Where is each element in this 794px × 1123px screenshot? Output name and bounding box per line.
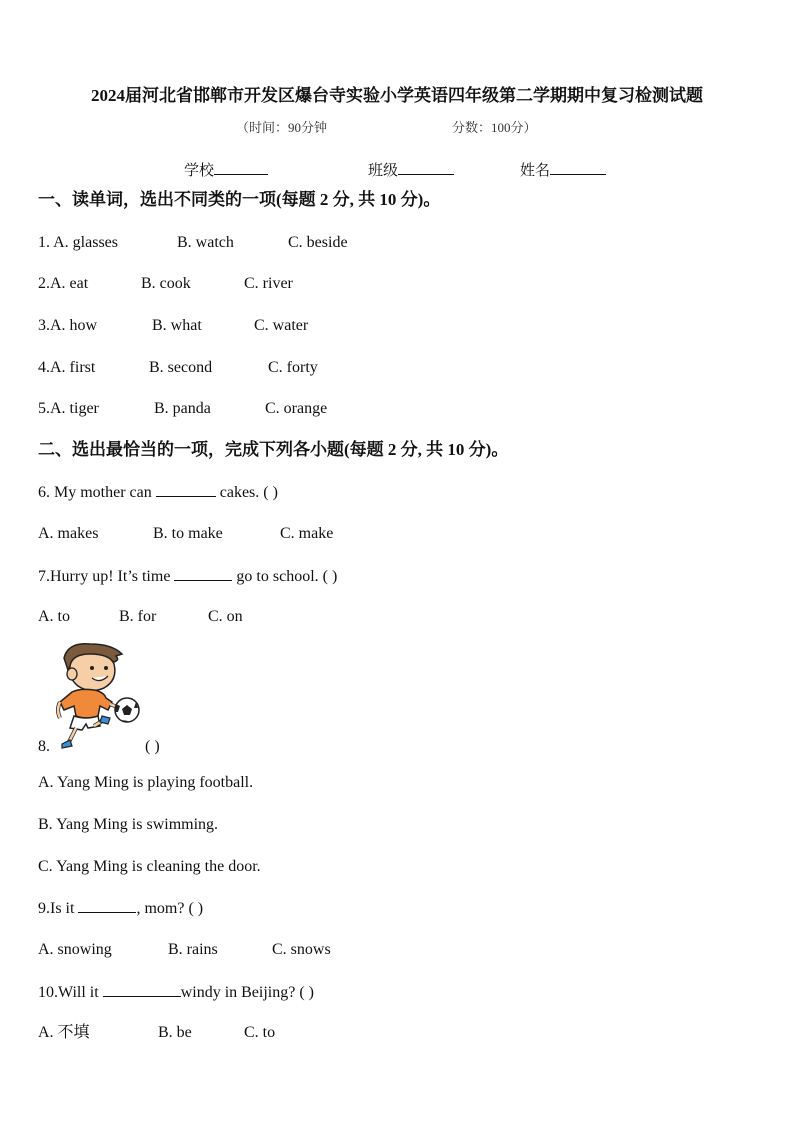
q7-text-end: go to school. ( ) xyxy=(232,568,338,585)
shirt-shape xyxy=(60,689,112,718)
q8-number: 8. xyxy=(38,738,50,755)
q10-option-b: B. be xyxy=(158,1024,192,1041)
q3-option-a: 3.A. how xyxy=(38,317,98,334)
section-1-heading: 一、读单词，选出不同类的一项(每题 2 分, 共 10 分)。 xyxy=(38,190,441,209)
q9-option-a: A. snowing xyxy=(38,941,112,958)
shoe-shape xyxy=(62,740,72,748)
q5-option-c: C. orange xyxy=(265,400,328,417)
q10-text-end: windy in Beijing? ( ) xyxy=(180,984,314,1001)
q2-option-c: C. river xyxy=(244,275,293,292)
q4-option-b: B. second xyxy=(149,359,213,376)
q1-option-b: B. watch xyxy=(177,234,234,251)
q4-option-c: C. forty xyxy=(268,359,318,376)
q9-option-b: B. rains xyxy=(168,941,218,958)
ear-shape xyxy=(67,668,77,680)
school-label: 学校 xyxy=(184,163,215,179)
class-blank[interactable] xyxy=(398,160,454,175)
q1-option-c: C. beside xyxy=(288,234,348,251)
q10-option-c: C. to xyxy=(244,1024,276,1041)
name-label: 姓名 xyxy=(520,163,551,179)
q4-option-a: 4.A. first xyxy=(38,359,96,376)
boy-playing-football-illustration xyxy=(50,640,146,752)
exam-time: （时间：90分钟 xyxy=(236,120,328,135)
q7-text-start: 7.Hurry up! It’s time xyxy=(38,568,175,585)
class-field[interactable] xyxy=(368,160,454,181)
q7-option-b: B. for xyxy=(119,608,157,625)
q6-blank[interactable] xyxy=(156,482,216,497)
name-blank[interactable] xyxy=(550,160,606,175)
q6-option-c: C. make xyxy=(280,525,334,542)
q8-option-c: C. Yang Ming is cleaning the door. xyxy=(38,858,261,875)
q7-blank[interactable] xyxy=(174,566,232,581)
q9-text-start: 9.Is it xyxy=(38,900,79,917)
school-field[interactable] xyxy=(184,160,268,181)
page-title: 2024届河北省邯郸市开发区爆台寺实验小学英语四年级第二学期期中复习检测试题 xyxy=(91,86,703,105)
q9-text-end: , mom? ( ) xyxy=(136,900,204,917)
q10-text-start: 10.Will it xyxy=(38,984,103,1001)
q10-stem xyxy=(38,982,314,1003)
name-field[interactable] xyxy=(520,160,606,181)
q6-option-a: A. makes xyxy=(38,525,99,542)
q1-option-a: 1. A. glasses xyxy=(38,234,118,251)
q7-stem xyxy=(38,566,337,587)
q10-option-a: A. 不填 xyxy=(38,1024,90,1041)
q5-option-a: 5.A. tiger xyxy=(38,400,99,417)
q5-option-b: B. panda xyxy=(154,400,211,417)
shoe-shape xyxy=(100,716,110,724)
q3-option-c: C. water xyxy=(254,317,309,334)
q9-blank[interactable] xyxy=(78,898,136,913)
eye-shape xyxy=(104,666,108,670)
q7-option-a: A. to xyxy=(38,608,70,625)
q8-answer-paren[interactable]: ( ) xyxy=(145,738,160,755)
eye-shape xyxy=(90,666,94,670)
q9-option-c: C. snows xyxy=(272,941,331,958)
q3-option-b: B. what xyxy=(152,317,202,334)
q7-option-c: C. on xyxy=(208,608,243,625)
section-2-heading: 二、选出最恰当的一项，完成下列各小题(每题 2 分, 共 10 分)。 xyxy=(38,440,509,459)
q6-text-start: 6. My mother can xyxy=(38,484,156,501)
q6-option-b: B. to make xyxy=(153,525,223,542)
exam-score: 分数：100分） xyxy=(452,120,537,135)
q9-stem xyxy=(38,898,203,919)
q10-blank[interactable] xyxy=(103,982,181,997)
class-label: 班级 xyxy=(368,163,399,179)
q6-text-end: cakes. ( ) xyxy=(215,484,278,501)
q2-option-a: 2.A. eat xyxy=(38,275,89,292)
q8-option-a: A. Yang Ming is playing football. xyxy=(38,774,254,791)
q8-option-b: B. Yang Ming is swimming. xyxy=(38,816,219,833)
q6-stem xyxy=(38,482,278,503)
q2-option-b: B. cook xyxy=(141,275,191,292)
school-blank[interactable] xyxy=(214,160,268,175)
